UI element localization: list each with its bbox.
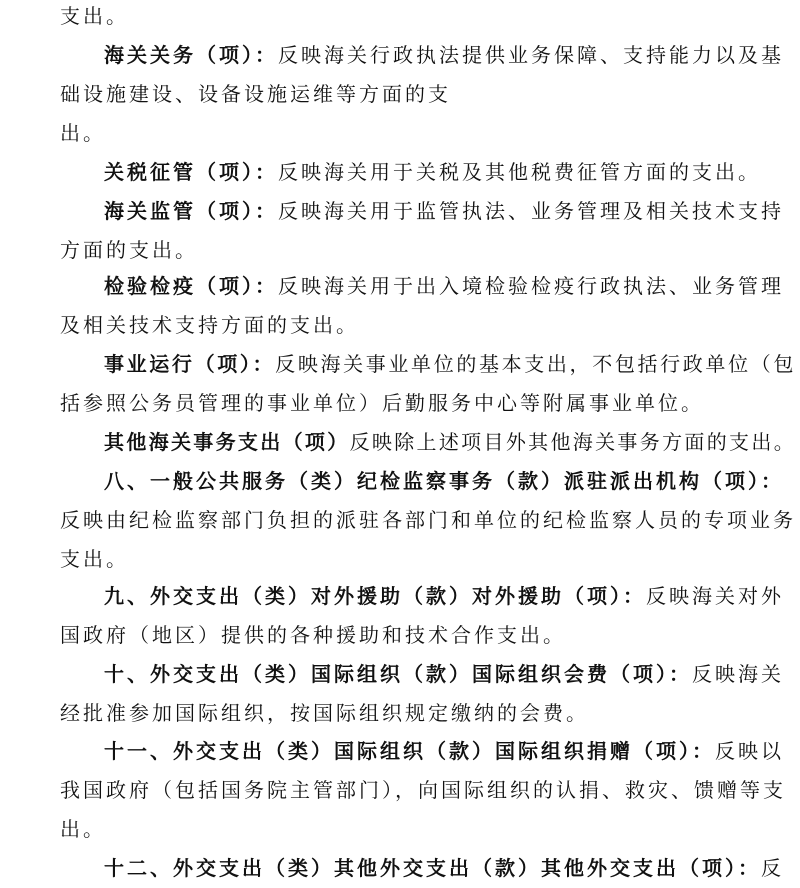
item-text: 方面的支出。 <box>60 238 198 262</box>
text-line <box>104 854 784 882</box>
item-heading: 海关监管（项）： <box>104 199 278 223</box>
text-line <box>104 428 796 456</box>
text-line <box>60 699 589 727</box>
text-line <box>104 41 784 69</box>
item-text: 经批准参加国际组织，按国际组织规定缴纳的会费。 <box>60 701 589 725</box>
text-line <box>60 119 106 147</box>
text-line <box>60 2 129 30</box>
text-line <box>60 621 566 649</box>
text-line <box>60 545 129 573</box>
item-text: 反映海关用于出入境检验检疫行政执法、业务管理 <box>278 274 784 298</box>
text-line <box>104 350 796 378</box>
item-text: 础设施建设、设备设施运维等方面的支 <box>60 82 451 106</box>
text-line <box>60 389 704 417</box>
item-heading: 关税征管（项）： <box>104 160 278 184</box>
item-text: 反映海关用于关税及其他税费征管方面的支出。 <box>278 160 761 184</box>
item-text: 反映以 <box>715 739 784 763</box>
item-heading: 海关关务（项）： <box>104 43 278 67</box>
item-text: 括参照公务员管理的事业单位）后勤服务中心等附属事业单位。 <box>60 391 704 415</box>
item-text: 反映由纪检监察部门负担的派驻各部门和单位的纪检监察人员的专项业务 <box>60 508 796 532</box>
item-text: 反映海关行政执法提供业务保障、支持能力以及基 <box>278 43 784 67</box>
item-heading: 十一、外交支出（类）国际组织（款）国际组织捐赠（项）： <box>104 739 715 763</box>
item-text: 国政府（地区）提供的各种援助和技术合作支出。 <box>60 623 566 647</box>
item-heading: 十二、外交支出（类）其他外交支出（款）其他外交支出（项）： <box>104 856 761 880</box>
text-line <box>104 467 784 495</box>
item-text: 支出。 <box>60 4 129 28</box>
item-text: 及相关技术支持方面的支出。 <box>60 313 359 337</box>
text-line <box>60 506 796 534</box>
text-line <box>104 197 784 225</box>
text-line <box>104 737 784 765</box>
item-text: 支出。 <box>60 547 129 571</box>
text-line <box>60 236 198 264</box>
item-heading: 其他海关事务支出（项） <box>104 430 350 454</box>
text-line <box>104 272 784 300</box>
item-heading: 八、一般公共服务（类）纪检监察事务（款）派驻派出机构（项）： <box>104 469 784 493</box>
text-line <box>104 158 761 186</box>
text-line <box>60 80 451 108</box>
item-text: 我国政府（包括国务院主管部门），向国际组织的认捐、救灾、馈赠等支 <box>60 778 786 802</box>
text-line <box>104 660 784 688</box>
item-heading: 九、外交支出（类）对外援助（款）对外援助（项）： <box>104 584 646 608</box>
item-text: 反映海关用于监管执法、业务管理及相关技术支持 <box>278 199 784 223</box>
item-heading: 检验检疫（项）： <box>104 274 278 298</box>
item-text: 反映海关 <box>692 662 784 686</box>
text-line <box>60 815 106 843</box>
item-text: 出。 <box>60 817 106 841</box>
text-line <box>60 776 786 804</box>
item-text: 反映除上述项目外其他海关事务方面的支出。 <box>349 430 797 454</box>
item-text: 反映海关事业单位的基本支出，不包括行政单位（包 <box>275 352 797 376</box>
item-heading: 事业运行（项）： <box>104 352 276 376</box>
text-line <box>104 582 784 610</box>
text-line <box>60 311 359 339</box>
item-text: 出。 <box>60 121 106 145</box>
item-text: 反映海关对外 <box>646 584 784 608</box>
item-text: 反 <box>761 856 784 880</box>
item-heading: 十、外交支出（类）国际组织（款）国际组织会费（项）： <box>104 662 692 686</box>
